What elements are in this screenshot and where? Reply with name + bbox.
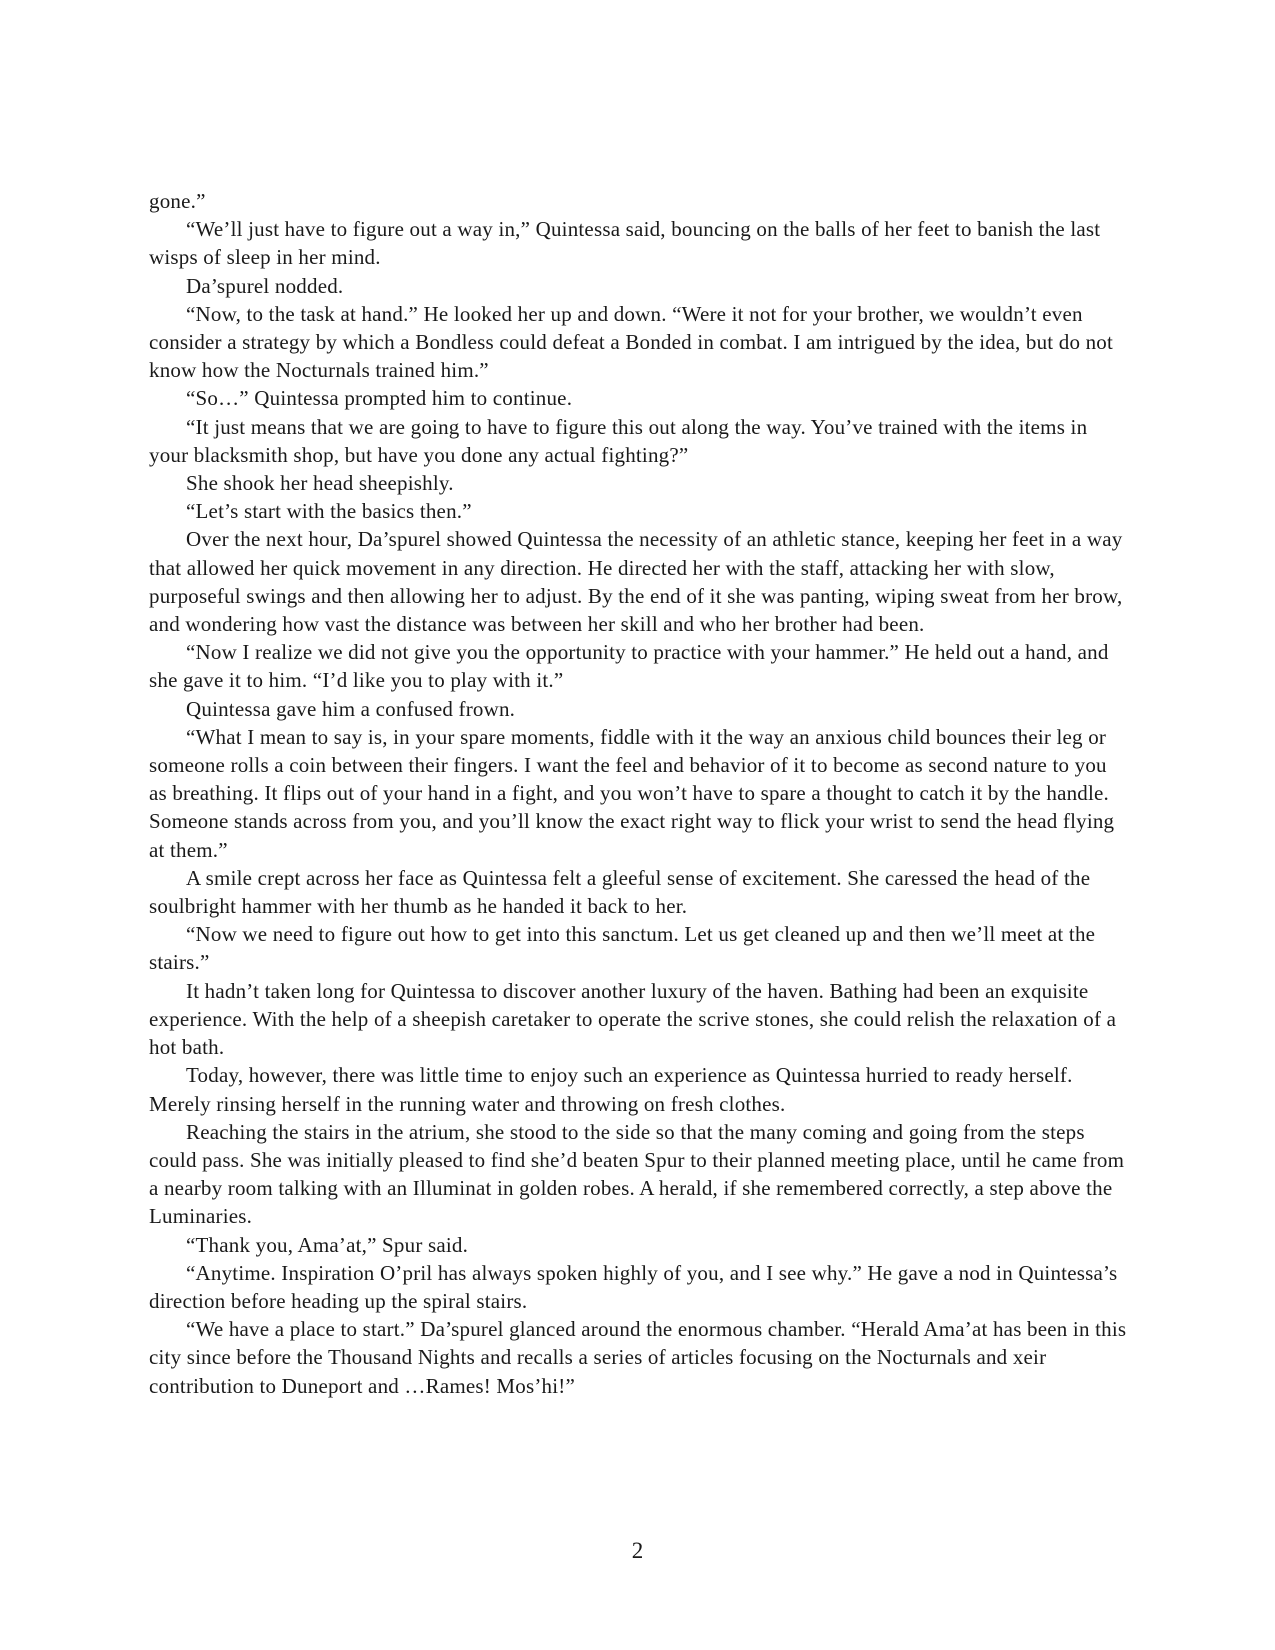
paragraph: “We have a place to start.” Da’spurel glanced around the enormous chamber. “Herald Ama’at has been in this city since before the Thousand Nights and recalls a series of articles focusing on the Nocturnals and xeir contribution to Duneport and …Rames! Mos’hi!” [149,1317,1127,1398]
paragraph: She shook her head sheepishly. [186,471,454,496]
paragraph: Quintessa gave him a confused frown. [186,696,516,721]
paragraph: “Anytime. Inspiration O’pril has always spoken highly of you, and I see why.” He gave a nod in Quintessa’s direction before heading up the spiral stairs. [149,1260,1118,1313]
paragraph: Reaching the stairs in the atrium, she stood to the side so that the many coming and going from the steps could pass. She was initially pleased to find she’d beaten Spur to their planned meeting place, until he came from a nearby room talking with an Illuminat in golden robes. A herald, if she remembered correctly, a step above the Luminaries. [149,1119,1125,1229]
paragraph: It hadn’t taken long for Quintessa to discover another luxury of the haven. Bathing had been an exquisite experience. With the help of a sheepish caretaker to operate the scrive stones, she could relish the relaxation of a hot bath. [149,978,1117,1060]
paragraph: Today, however, there was little time to enjoy such an experience as Quintessa hurried to ready herself. Merely rinsing herself in the running water and throwing on fresh clothes. [149,1063,1073,1116]
paragraph: “So…” Quintessa prompted him to continue. [186,386,573,411]
paragraph: “What I mean to say is, in your spare moments, fiddle with it the way an anxious child bounces their leg or someone rolls a coin between their fingers. I want the feel and behavior of it to become as second nature to you as breathing. It flips out of your hand in a fight, and you won’t have to spare a thought to catch it by the handle. Someone stands across from you, and you’ll know the exact right way to flick your wrist to send the head flying at them.” [149,724,1115,862]
paragraph: “Let’s start with the basics then.” [186,499,472,524]
paragraph: Over the next hour, Da’spurel showed Quintessa the necessity of an athletic stance, keeping her feet in a way that allowed her quick movement in any direction. He directed her with the staff, attacking her with slow, purposeful swings and then allowing her to adjust. By the end of it she was panting, wiping sweat from her brow, and wondering how vast the distance was between her skill and who her brother had been. [149,527,1123,637]
paragraph: “Now I realize we did not give you the opportunity to practice with your hammer.” He held out a hand, and she gave it to him. “I’d like you to play with it.” [149,640,1109,693]
body-text [149,187,1127,1400]
paragraph: “Now we need to figure out how to get into this sanctum. Let us get cleaned up and then we’ll meet at the stairs.” [149,922,1096,975]
paragraph: “It just means that we are going to have to figure this out along the way. You’ve trained with the items in your blacksmith shop, but have you done any actual fighting?” [149,414,1088,467]
paragraph: “We’ll just have to figure out a way in,” Quintessa said, bouncing on the balls of her feet to banish the last wisps of sleep in her mind. [149,217,1101,270]
page-number: 2 [631,1538,644,1563]
paragraph: gone.” [149,189,206,213]
paragraph: A smile crept across her face as Quintessa felt a gleeful sense of excitement. She caressed the head of the soulbright hammer with her thumb as he handed it back to her. [149,865,1091,919]
paragraph: “Now, to the task at hand.” He looked her up and down. “Were it not for your brother, we wouldn’t even consider a strategy by which a Bondless could defeat a Bonded in combat. I am intrigued by the idea, but do not know how the Nocturnals trained him.” [149,301,1114,383]
paragraph: “Thank you, Ama’at,” Spur said. [186,1232,469,1257]
paragraph: Da’spurel nodded. [186,273,344,298]
